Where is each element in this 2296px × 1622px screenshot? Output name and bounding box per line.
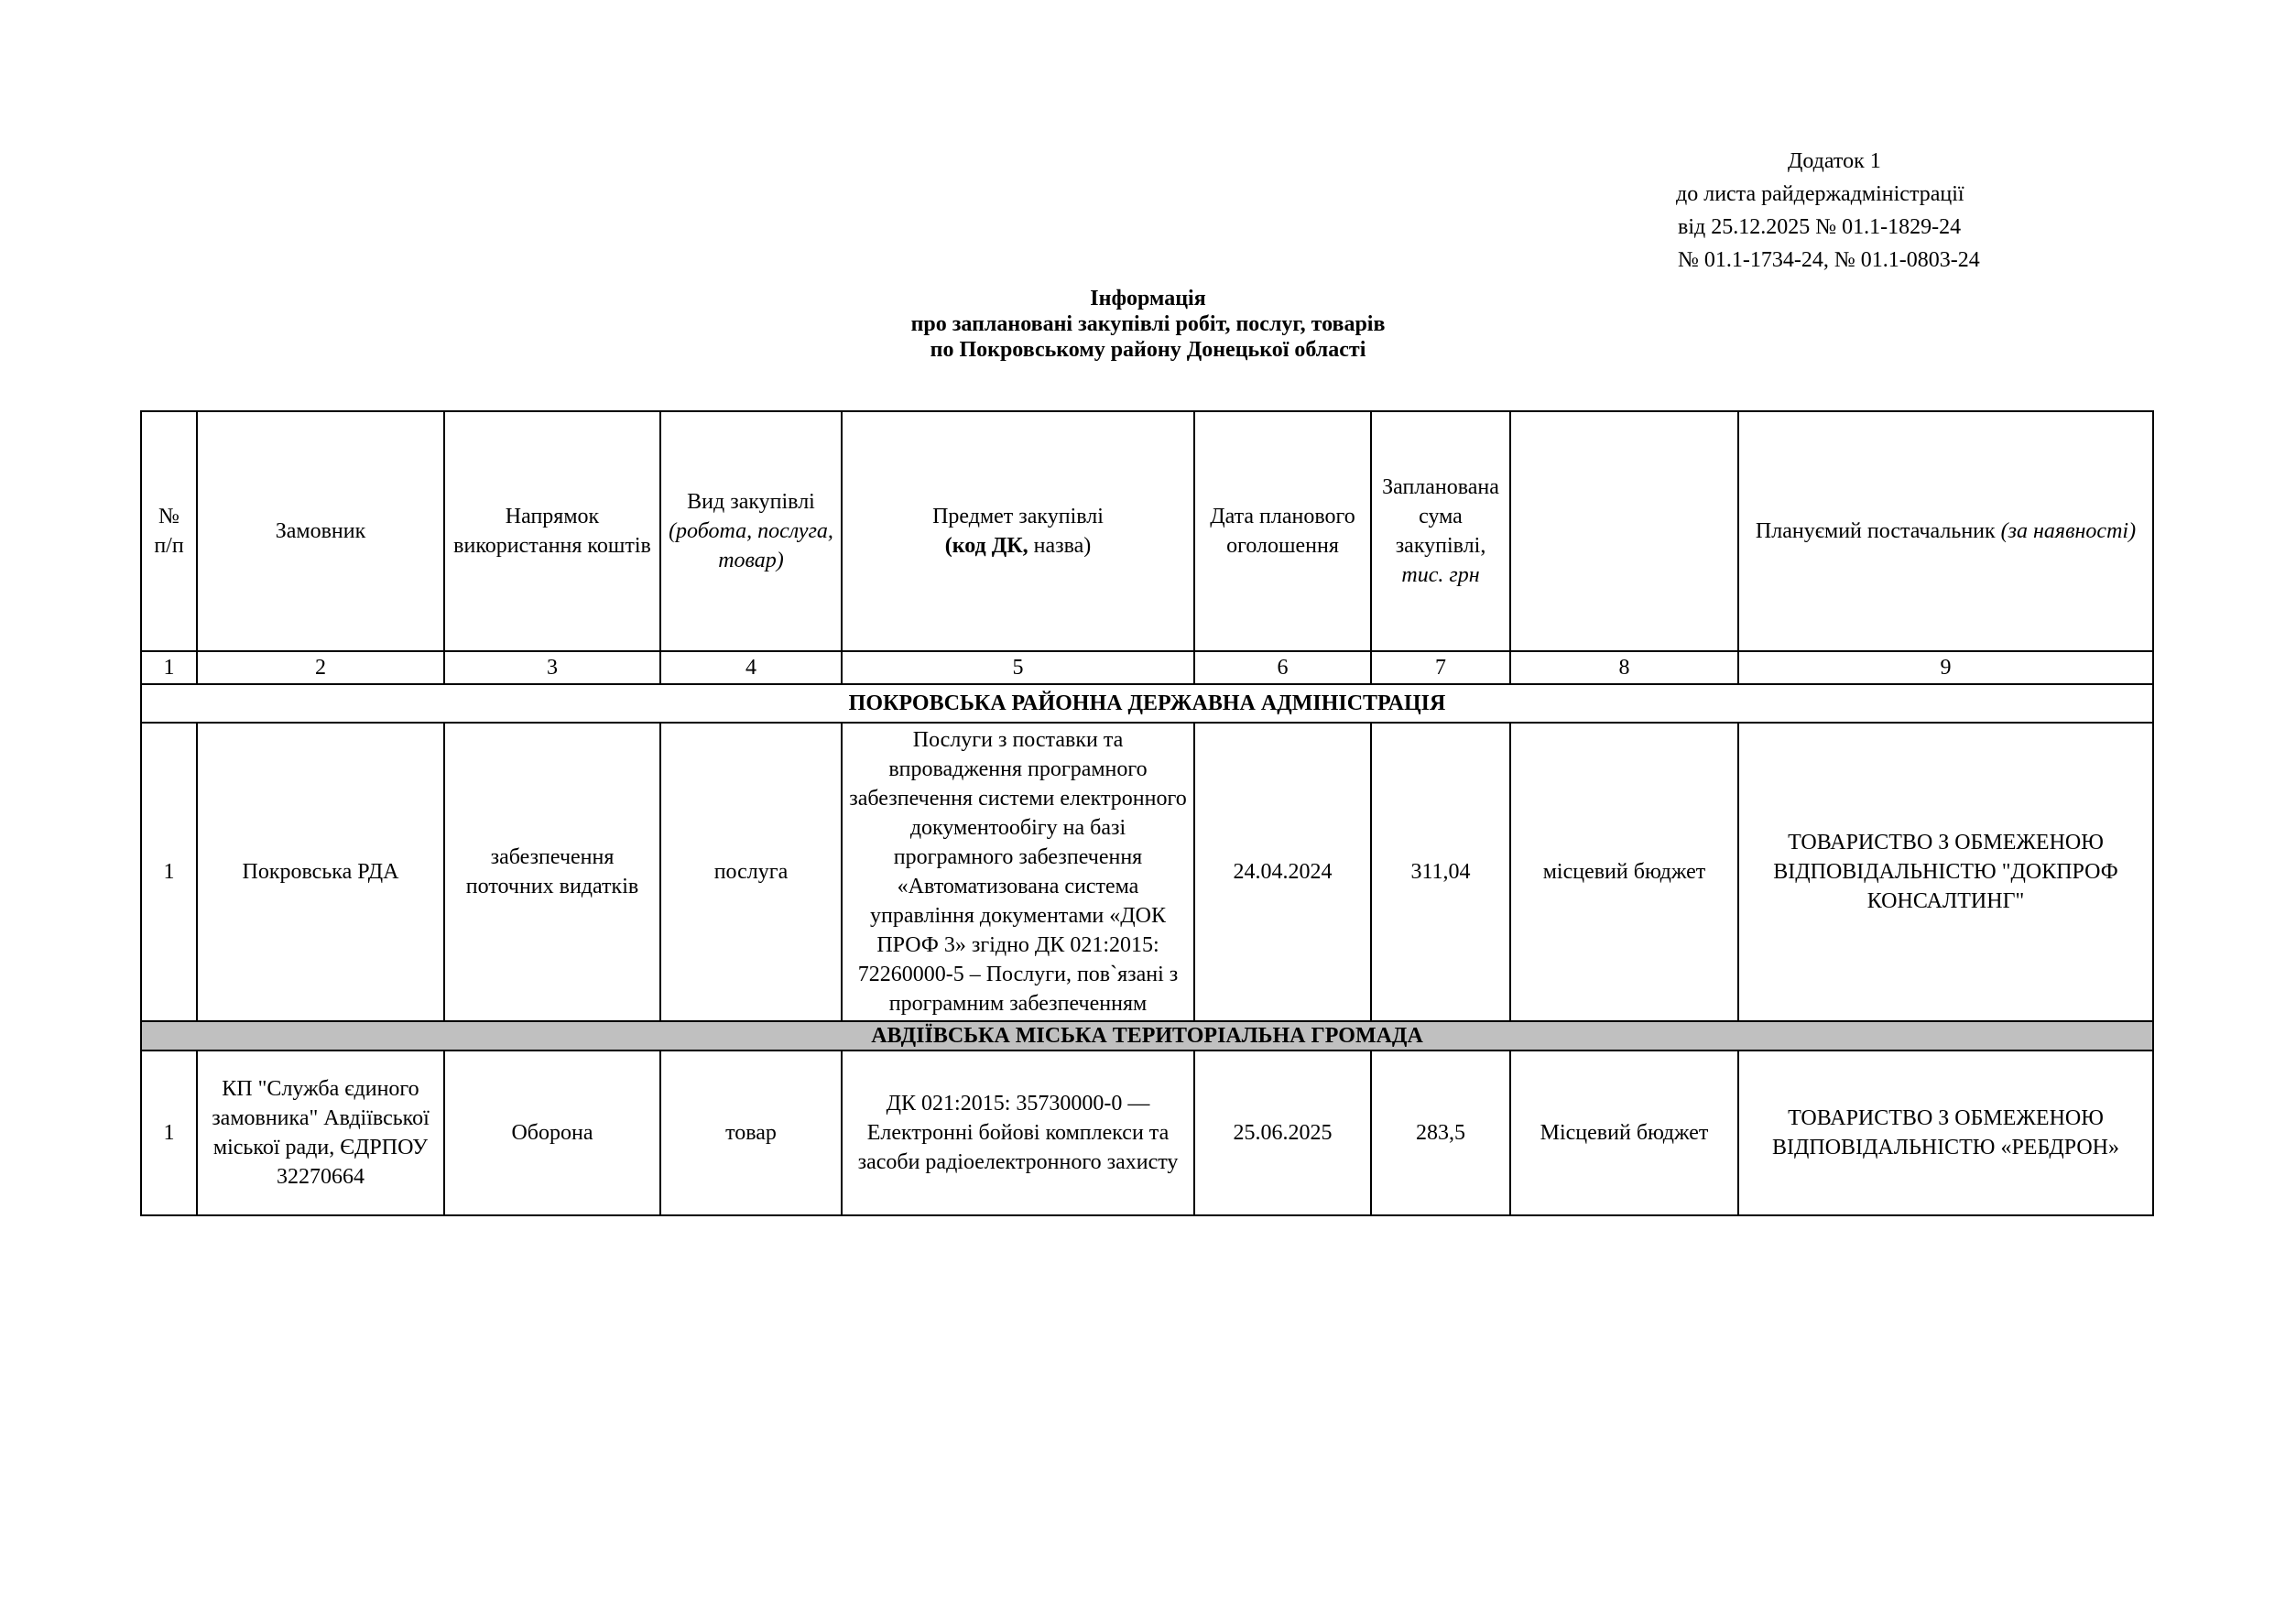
cell-date: 24.04.2024 xyxy=(1194,723,1371,1021)
column-number-row xyxy=(141,651,2153,684)
title-line-1: Інформація xyxy=(1090,287,1206,310)
column-number: 6 xyxy=(1194,651,1371,684)
title-line-2: про заплановані закупівлі робіт, послуг, товарів xyxy=(910,312,1386,336)
cell-subject: ДК 021:2015: 35730000-0 — Електронні бойові комплекси та засоби радіоелектронного захисту xyxy=(842,1050,1194,1215)
section-title: ПОКРОВСЬКА РАЙОННА ДЕРЖАВНА АДМІНІСТРАЦІЯ xyxy=(141,684,2153,723)
section-row xyxy=(141,1021,2153,1050)
header-col8 xyxy=(1510,411,1738,651)
header-sum xyxy=(1371,411,1510,651)
cell-customer: КП "Служба єдиного замовника" Авдіївської міської ради, ЄДРПОУ 32270664 xyxy=(197,1050,444,1215)
appendix-line-4: № 01.1-1734-24, № 01.1-0803-24 xyxy=(1678,248,1980,272)
column-number: 3 xyxy=(444,651,660,684)
header-date: Дата планового оголошення xyxy=(1194,411,1371,651)
cell-funding: місцевий бюджет xyxy=(1510,723,1738,1021)
table-row xyxy=(141,1050,2153,1215)
cell-supplier: ТОВАРИСТВО З ОБМЕЖЕНОЮ ВІДПОВІДАЛЬНІСТЮ «РЕБДРОН» xyxy=(1738,1050,2153,1215)
section-row xyxy=(141,684,2153,723)
header-supplier-main: Плануємий постачальник xyxy=(1755,519,2001,543)
header-type xyxy=(660,411,842,651)
appendix-line-2: до листа райдержадміністрації xyxy=(1676,182,1964,206)
cell-sum: 311,04 xyxy=(1371,723,1510,1021)
column-number: 7 xyxy=(1371,651,1510,684)
column-number: 8 xyxy=(1510,651,1738,684)
header-supplier xyxy=(1738,411,2153,651)
cell-direction: забезпечення поточних видатків xyxy=(444,723,660,1021)
cell-customer: Покровська РДА xyxy=(197,723,444,1021)
appendix-block xyxy=(1667,145,2051,277)
header-subject-name: назва) xyxy=(1028,534,1092,558)
cell-subject: Послуги з поставки та впровадження програмного забезпечення системи електронного документообігу на базі програмного забезпечення «Автоматизована система управління документами «ДОК ПРОФ 3» згідно ДК 021:2015: 72260000-5 – Послуги, пов`язані з програмним забезпеченням xyxy=(842,723,1194,1021)
column-number: 4 xyxy=(660,651,842,684)
cell-supplier: ТОВАРИСТВО З ОБМЕЖЕНОЮ ВІДПОВІДАЛЬНІСТЮ "ДОКПРОФ КОНСАЛТИНГ" xyxy=(1738,723,2153,1021)
document-title xyxy=(0,286,2296,363)
cell-funding: Місцевий бюджет xyxy=(1510,1050,1738,1215)
cell-num: 1 xyxy=(141,723,197,1021)
header-subject xyxy=(842,411,1194,651)
cell-type: послуга xyxy=(660,723,842,1021)
section-title: АВДІЇВСЬКА МІСЬКА ТЕРИТОРІАЛЬНА ГРОМАДА xyxy=(141,1021,2153,1050)
table-row xyxy=(141,723,2153,1021)
cell-date: 25.06.2025 xyxy=(1194,1050,1371,1215)
header-row xyxy=(141,411,2153,651)
cell-type: товар xyxy=(660,1050,842,1215)
header-type-note: (робота, послуга, товар) xyxy=(669,519,833,572)
cell-num: 1 xyxy=(141,1050,197,1215)
column-number: 1 xyxy=(141,651,197,684)
column-number: 9 xyxy=(1738,651,2153,684)
column-number: 5 xyxy=(842,651,1194,684)
header-type-main: Вид закупівлі xyxy=(687,490,815,514)
column-number: 2 xyxy=(197,651,444,684)
header-subject-code: (код ДК, xyxy=(944,534,1028,558)
header-supplier-note: (за наявності) xyxy=(2000,519,2137,543)
header-sum-unit: тис. грн xyxy=(1401,563,1480,587)
header-sum-main: Запланована сума закупівлі, xyxy=(1382,475,1499,558)
title-line-3: по Покровському району Донецької області xyxy=(930,338,1366,362)
cell-sum: 283,5 xyxy=(1371,1050,1510,1215)
cell-direction: Оборона xyxy=(444,1050,660,1215)
header-direction: Напрямок використання коштів xyxy=(444,411,660,651)
appendix-line-1: Додаток 1 xyxy=(1788,149,1881,173)
appendix-line-3: від 25.12.2025 № 01.1-1829-24 xyxy=(1678,215,1962,239)
header-num: № п/п xyxy=(141,411,197,651)
header-subject-main: Предмет закупівлі xyxy=(932,505,1104,528)
procurement-table xyxy=(140,410,2154,1216)
header-customer: Замовник xyxy=(197,411,444,651)
